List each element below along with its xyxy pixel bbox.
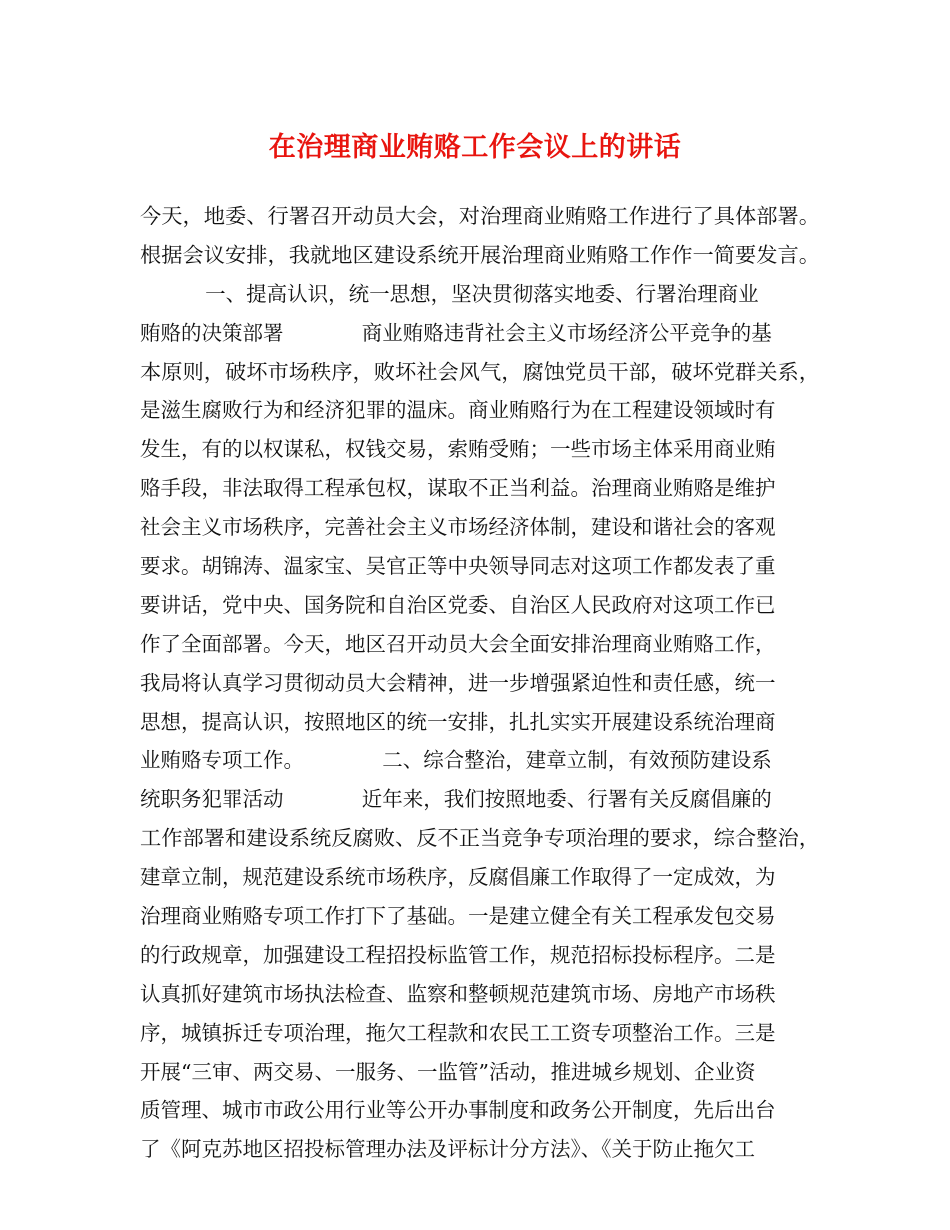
- body-text-line: 赂手段，非法取得工程承包权，谋取不正当利益。治理商业贿赂是维护: [140, 476, 776, 501]
- body-text-line: 是滋生腐败行为和经济犯罪的温床。商业贿赂行为在工程建设领域时有: [140, 398, 776, 423]
- document-title: 在治理商业贿赂工作会议上的讲话: [268, 132, 682, 163]
- body-text-line: 要求。胡锦涛、温家宝、吴官正等中央领导同志对这项工作都发表了重: [140, 554, 776, 579]
- body-text-line: 思想，提高认识，按照地区的统一安排，扎扎实实开展建设系统治理商: [140, 709, 776, 734]
- body-text-line: 统职务犯罪活动 近年来，我们按照地委、行署有关反腐倡廉的: [140, 787, 772, 812]
- body-text-line: 今天，地委、行署召开动员大会，对治理商业贿赂工作进行了具体部署。: [140, 204, 821, 228]
- body-text-line: 要讲话，党中央、国务院和自治区党委、自治区人民政府对这项工作已: [140, 592, 776, 617]
- body-text-line: 了《阿克苏地区招投标管理办法及评标计分方法》、《关于防止拖欠工: [140, 1137, 755, 1162]
- body-text-line: 序，城镇拆迁专项治理，拖欠工程款和农民工工资专项整治工作。三是: [140, 1020, 776, 1045]
- body-text-line: 社会主义市场秩序，完善社会主义市场经济体制，建设和谐社会的客观: [140, 515, 776, 540]
- body-text-line: 本原则，破坏市场秩序，败坏社会风气，腐蚀党员干部，破坏党群关系，: [140, 359, 821, 384]
- body-text-line: 认真抓好建筑市场执法检查、监察和整顿规范建筑市场、房地产市场秩: [140, 981, 776, 1006]
- body-text-line: 开展“三审、两交易、一服务、一监管”活动，推进城乡规划、企业资: [140, 1059, 756, 1084]
- body-text-line: 治理商业贿赂专项工作打下了基础。一是建立健全有关工程承发包交易: [140, 904, 776, 929]
- body-text-line: 的行政规章，加强建设工程招投标监管工作，规范招标投标程序。二是: [140, 942, 776, 967]
- body-text-line: 质管理、城市市政公用行业等公开办事制度和政务公开制度，先后出台: [140, 1098, 776, 1123]
- body-text-line: 贿赂的决策部署 商业贿赂违背社会主义市场经济公平竞争的基: [140, 320, 772, 345]
- body-text-line: 一、提高认识，统一思想，坚决贯彻落实地委、行署治理商业: [140, 281, 759, 306]
- body-text-line: 工作部署和建设系统反腐败、反不正当竞争专项治理的要求，综合整治，: [140, 826, 821, 851]
- body-text-line: 作了全面部署。今天，地区召开动员大会全面安排治理商业贿赂工作，: [140, 631, 776, 656]
- body-text-line: 根据会议安排，我就地区建设系统开展治理商业贿赂工作作一简要发言。: [140, 242, 821, 267]
- body-text-line: 建章立制，规范建设系统市场秩序，反腐倡廉工作取得了一定成效，为: [140, 865, 776, 890]
- document-body: [140, 197, 820, 1169]
- body-text-line: 业贿赂专项工作。 二、综合整治，建章立制，有效预防建设系: [140, 748, 772, 773]
- body-text-line: 发生，有的以权谋私，权钱交易，索贿受贿；一些市场主体采用商业贿: [140, 437, 776, 462]
- body-text-line: 我局将认真学习贯彻动员大会精神，进一步增强紧迫性和责任感，统一: [140, 670, 776, 695]
